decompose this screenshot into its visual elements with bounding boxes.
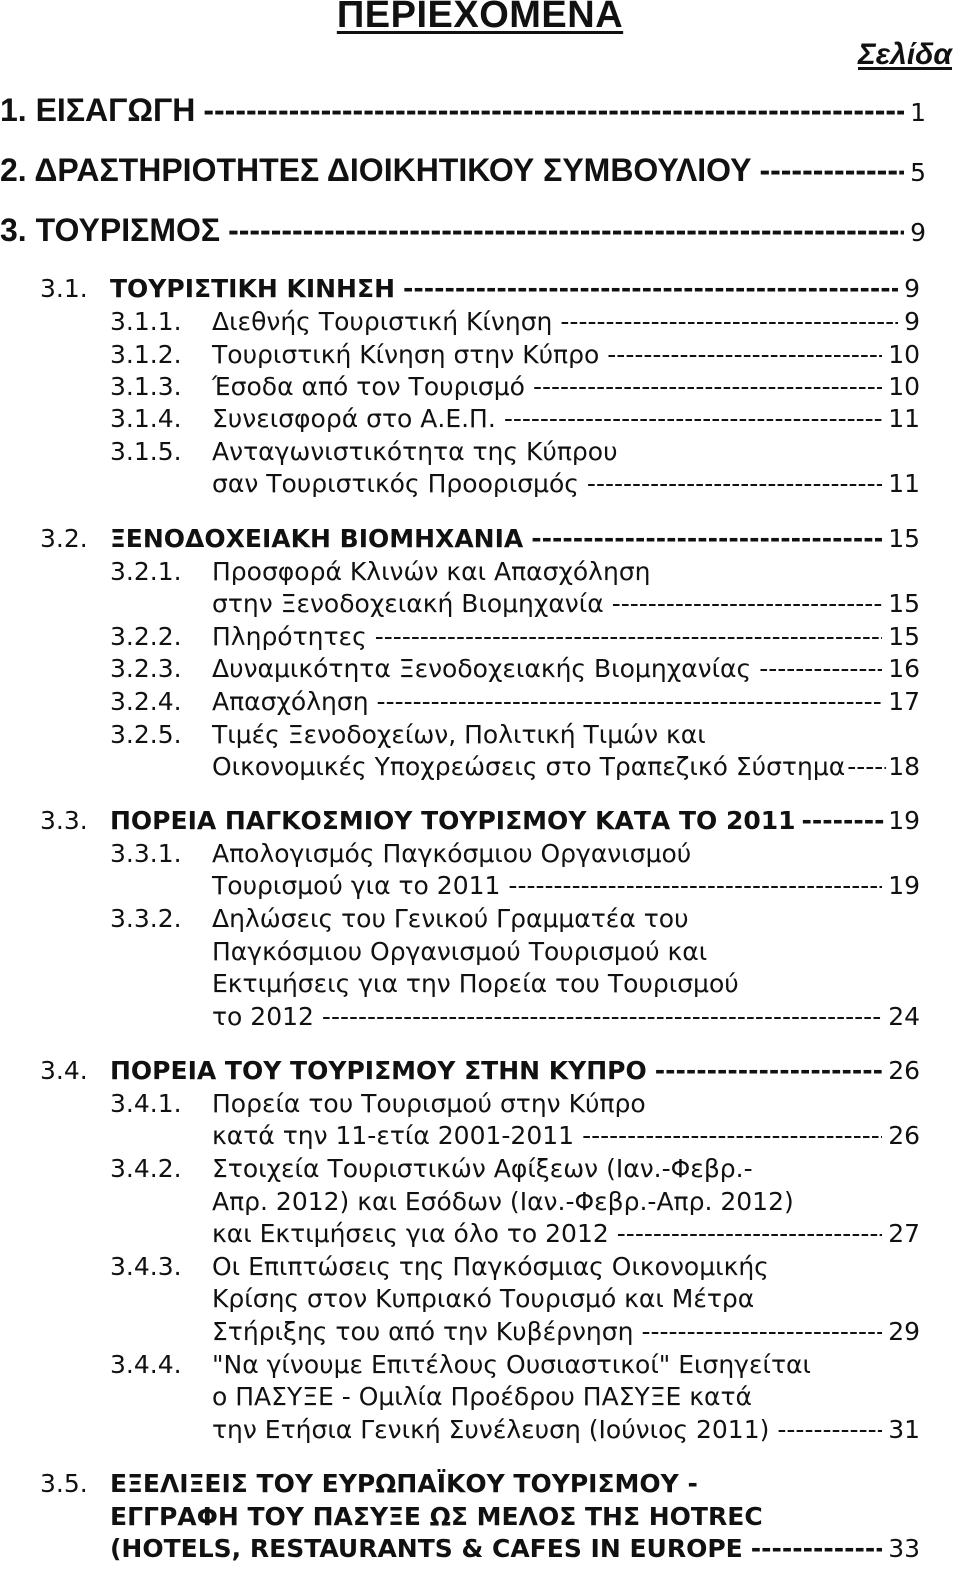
toc-entry-label-line: Πορεία του Τουρισμού στην Κύπρο bbox=[212, 1089, 646, 1118]
toc-entry-label: κατά την 11-ετία 2001-2011 bbox=[212, 1121, 575, 1150]
dot-leader bbox=[641, 1317, 882, 1346]
subsection-number: 3.4.2. bbox=[110, 1154, 182, 1183]
dot-leader bbox=[504, 404, 882, 433]
toc-entry-label: Δυναμικότητα Ξενοδοχειακής Βιομηχανίας bbox=[212, 654, 752, 683]
toc-subsection-3-1-3[interactable] bbox=[212, 372, 920, 405]
dot-leader bbox=[751, 1534, 882, 1563]
page-column-label: Σελίδα bbox=[858, 38, 952, 71]
dot-leader bbox=[802, 806, 885, 835]
toc-entry-label-line: Παγκόσμιου Οργανισμού Τουρισμού και bbox=[212, 937, 708, 966]
subsection-number: 3.3.1. bbox=[110, 839, 182, 868]
subsection-number: 3.2.5. bbox=[110, 720, 182, 749]
subsection-number: 3.1.4. bbox=[110, 404, 182, 433]
toc-entry-label: 3. ΤΟΥΡΙΣΜΟΣ bbox=[0, 212, 221, 248]
toc-subsection-3-3-1[interactable] bbox=[212, 871, 920, 904]
subsection-number: 3.4.4. bbox=[110, 1350, 182, 1379]
dot-leader bbox=[607, 340, 882, 369]
toc-entry-label: ΤΟΥΡΙΣΤΙΚΗ ΚΙΝΗΣΗ bbox=[110, 274, 395, 303]
toc-page-number: 26 bbox=[888, 1056, 920, 1085]
dot-leader bbox=[375, 622, 882, 651]
toc-entry-label: Διεθνής Τουριστική Κίνηση bbox=[212, 307, 553, 336]
toc-page-number: 19 bbox=[888, 871, 920, 900]
dot-leader bbox=[777, 1415, 882, 1444]
toc-entry-label-line: Απολογισμός Παγκόσμιου Οργανισμού bbox=[212, 839, 692, 868]
toc-page-number: 15 bbox=[888, 622, 920, 651]
subsection-number: 3.2.3. bbox=[110, 654, 182, 683]
toc-entry-label-line: ο ΠΑΣΥΞΕ - Ομιλία Προέδρου ΠΑΣΥΞΕ κατά bbox=[212, 1382, 753, 1411]
toc-entry-label: Τουρισμού για το 2011 bbox=[212, 871, 501, 900]
toc-entry-label-line: Εκτιμήσεις για την Πορεία του Τουρισμού bbox=[212, 969, 739, 998]
toc-entry-label: ΠΟΡΕΙΑ ΠΑΓΚΟΣΜΙΟΥ ΤΟΥΡΙΣΜΟΥ ΚΑΤΑ ΤΟ 2011 bbox=[110, 806, 796, 835]
section-number: 3.5. bbox=[40, 1469, 88, 1498]
dot-leader bbox=[847, 752, 886, 781]
toc-page-number: 17 bbox=[888, 687, 920, 716]
toc-section-3-1[interactable] bbox=[110, 274, 920, 307]
toc-entry-label-line: Στοιχεία Τουριστικών Αφίξεων (Ιαν.-Φεβρ.- bbox=[212, 1154, 753, 1183]
toc-entry-label-line: Τιμές Ξενοδοχείων, Πολιτική Τιμών και bbox=[212, 720, 706, 749]
toc-entry-label: σαν Τουριστικός Προορισμός bbox=[212, 469, 579, 498]
section-number: 3.2. bbox=[40, 524, 88, 553]
toc-entry-label: Οικονομικές Υποχρεώσεις στο Τραπεζικό Σύστημα bbox=[212, 752, 846, 781]
toc-page-number: 33 bbox=[888, 1534, 920, 1563]
toc-entry-label: Πληρότητες bbox=[212, 622, 367, 651]
toc-page-number: 10 bbox=[888, 372, 920, 401]
toc-entry-label: 2. ΔΡΑΣΤΗΡΙΟΤΗΤΕΣ ΔΙΟΙΚΗΤΙΚΟΥ ΣΥΜΒΟΥΛΙΟΥ bbox=[0, 152, 752, 188]
toc-page-number: 27 bbox=[888, 1219, 920, 1248]
toc-entry-label-line: Δηλώσεις του Γενικού Γραμματέα του bbox=[212, 904, 689, 933]
subsection-number: 3.4.3. bbox=[110, 1252, 182, 1281]
dot-leader bbox=[759, 654, 882, 683]
toc-entry-label-line: Απρ. 2012) και Εσόδων (Ιαν.-Φεβρ.-Απρ. 2012) bbox=[212, 1187, 794, 1216]
subsection-number: 3.1.2. bbox=[110, 340, 182, 369]
toc-entry-label-line: "Να γίνουμε Επιτέλους Ουσιαστικοί" Εισηγείται bbox=[212, 1350, 811, 1379]
toc-page-number: 18 bbox=[888, 752, 920, 781]
toc-subsection-3-3-2[interactable] bbox=[212, 1002, 920, 1035]
toc-page-number: 1 bbox=[910, 98, 926, 127]
toc-subsection-3-4-2[interactable] bbox=[212, 1219, 920, 1252]
dot-leader bbox=[403, 274, 898, 303]
toc-entry-label-line: Κρίσης στον Κυπριακό Τουρισμό και Μέτρα bbox=[212, 1284, 755, 1313]
toc-entry-label: το 2012 bbox=[212, 1002, 314, 1031]
toc-entry-label: 1. ΕΙΣΑΓΩΓΗ bbox=[0, 92, 196, 128]
subsection-number: 3.2.4. bbox=[110, 687, 182, 716]
dot-leader bbox=[655, 1056, 882, 1085]
toc-subsection-3-1-1[interactable] bbox=[212, 307, 920, 340]
toc-page-number: 11 bbox=[888, 469, 920, 498]
toc-entry-label: Απασχόληση bbox=[212, 687, 369, 716]
toc-entry-label-line: Οι Επιπτώσεις της Παγκόσμιας Οικονομικής bbox=[212, 1252, 769, 1281]
toc-section-3-4[interactable] bbox=[110, 1056, 920, 1089]
dot-leader bbox=[617, 1219, 882, 1248]
toc-entry-label: ΞΕΝΟΔΟΧΕΙΑΚΗ ΒΙΟΜΗΧΑΝΙΑ bbox=[110, 524, 524, 553]
dot-leader bbox=[228, 212, 904, 249]
toc-page-number: 9 bbox=[904, 274, 920, 303]
toc-subsection-3-2-3[interactable] bbox=[212, 654, 920, 687]
toc-chapter-3[interactable] bbox=[0, 212, 926, 252]
toc-chapter-2[interactable] bbox=[0, 152, 926, 192]
toc-section-3-3[interactable] bbox=[110, 806, 920, 839]
subsection-number: 3.2.1. bbox=[110, 557, 182, 586]
toc-subsection-3-1-2[interactable] bbox=[212, 340, 920, 373]
toc-entry-label-line: Προσφορά Κλινών και Απασχόληση bbox=[212, 557, 651, 586]
toc-entry-label-line: ΕΞΕΛΙΞΕΙΣ ΤΟΥ ΕΥΡΩΠΑΪΚΟΥ ΤΟΥΡΙΣΜΟΥ - bbox=[110, 1469, 698, 1498]
toc-section-3-5[interactable] bbox=[110, 1534, 920, 1567]
toc-entry-label: την Ετήσια Γενική Συνέλευση (Ιούνιος 2011) bbox=[212, 1415, 770, 1444]
subsection-number: 3.4.1. bbox=[110, 1089, 182, 1118]
toc-page-number: 31 bbox=[888, 1415, 920, 1444]
toc-page-number: 11 bbox=[888, 404, 920, 433]
toc-subsection-3-4-4[interactable] bbox=[212, 1415, 920, 1448]
toc-subsection-3-4-3[interactable] bbox=[212, 1317, 920, 1350]
subsection-number: 3.1.1. bbox=[110, 307, 182, 336]
dot-leader bbox=[533, 372, 882, 401]
toc-page-number: 19 bbox=[888, 806, 920, 835]
toc-chapter-1[interactable] bbox=[0, 92, 926, 132]
toc-page-number: 15 bbox=[888, 589, 920, 618]
toc-entry-label: Έσοδα από τον Τουρισμό bbox=[212, 372, 525, 401]
dot-leader bbox=[560, 307, 898, 336]
toc-entry-label-line: Ανταγωνιστικότητα της Κύπρου bbox=[212, 437, 618, 466]
toc-entry-label: (HOTELS, RESTAURANTS & CAFES IN EUROPE bbox=[110, 1534, 743, 1563]
toc-page-number: 10 bbox=[888, 340, 920, 369]
toc-entry-label: Συνεισφορά στο Α.Ε.Π. bbox=[212, 404, 496, 433]
subsection-number: 3.3.2. bbox=[110, 904, 182, 933]
toc-entry-label: Τουριστική Κίνηση στην Κύπρο bbox=[212, 340, 600, 369]
toc-subsection-3-2-1[interactable] bbox=[212, 589, 920, 622]
toc-subsection-3-2-5[interactable] bbox=[212, 752, 920, 785]
toc-section-3-2[interactable] bbox=[110, 524, 920, 557]
toc-page-number: 5 bbox=[910, 158, 926, 187]
dot-leader bbox=[377, 687, 883, 716]
toc-page-number: 9 bbox=[904, 307, 920, 336]
dot-leader bbox=[612, 589, 882, 618]
toc-subsection-3-2-4[interactable] bbox=[212, 687, 920, 720]
subsection-number: 3.1.5. bbox=[110, 437, 182, 466]
section-number: 3.4. bbox=[40, 1056, 88, 1085]
toc-page-number: 24 bbox=[888, 1002, 920, 1031]
page-title: ΠΕΡΙΕΧΟΜΕΝΑ bbox=[336, 0, 624, 36]
dot-leader bbox=[508, 871, 882, 900]
subsection-number: 3.1.3. bbox=[110, 372, 182, 401]
section-number: 3.3. bbox=[40, 806, 88, 835]
toc-page-number: 9 bbox=[910, 218, 926, 247]
toc-entry-label: ΠΟΡΕΙΑ ΤΟΥ ΤΟΥΡΙΣΜΟΥ ΣΤΗΝ ΚΥΠΡΟ bbox=[110, 1056, 647, 1085]
dot-leader bbox=[322, 1002, 882, 1031]
toc-entry-label: στην Ξενοδοχειακή Βιομηχανία bbox=[212, 589, 604, 618]
toc-page-number: 15 bbox=[888, 524, 920, 553]
toc-subsection-3-1-4[interactable] bbox=[212, 404, 920, 437]
toc-page-number: 29 bbox=[888, 1317, 920, 1346]
dot-leader bbox=[203, 92, 904, 129]
section-number: 3.1. bbox=[40, 274, 88, 303]
toc-entry-label: και Εκτιμήσεις για όλο το 2012 bbox=[212, 1219, 609, 1248]
dot-leader bbox=[759, 152, 904, 189]
toc-subsection-3-1-5[interactable] bbox=[212, 469, 920, 502]
dot-leader bbox=[587, 469, 882, 498]
toc-page-number: 16 bbox=[888, 654, 920, 683]
subsection-number: 3.2.2. bbox=[110, 622, 182, 651]
toc-entry-label: Στήριξης του από την Κυβέρνηση bbox=[212, 1317, 634, 1346]
dot-leader bbox=[582, 1121, 882, 1150]
toc-entry-label-line: ΕΓΓΡΑΦΗ ΤΟΥ ΠΑΣΥΞΕ ΩΣ ΜΕΛΟΣ ΤΗΣ HOTREC bbox=[110, 1502, 763, 1531]
toc-subsection-3-4-1[interactable] bbox=[212, 1121, 920, 1154]
dot-leader bbox=[531, 524, 882, 553]
toc-subsection-3-2-2[interactable] bbox=[212, 622, 920, 655]
toc-page-number: 26 bbox=[888, 1121, 920, 1150]
